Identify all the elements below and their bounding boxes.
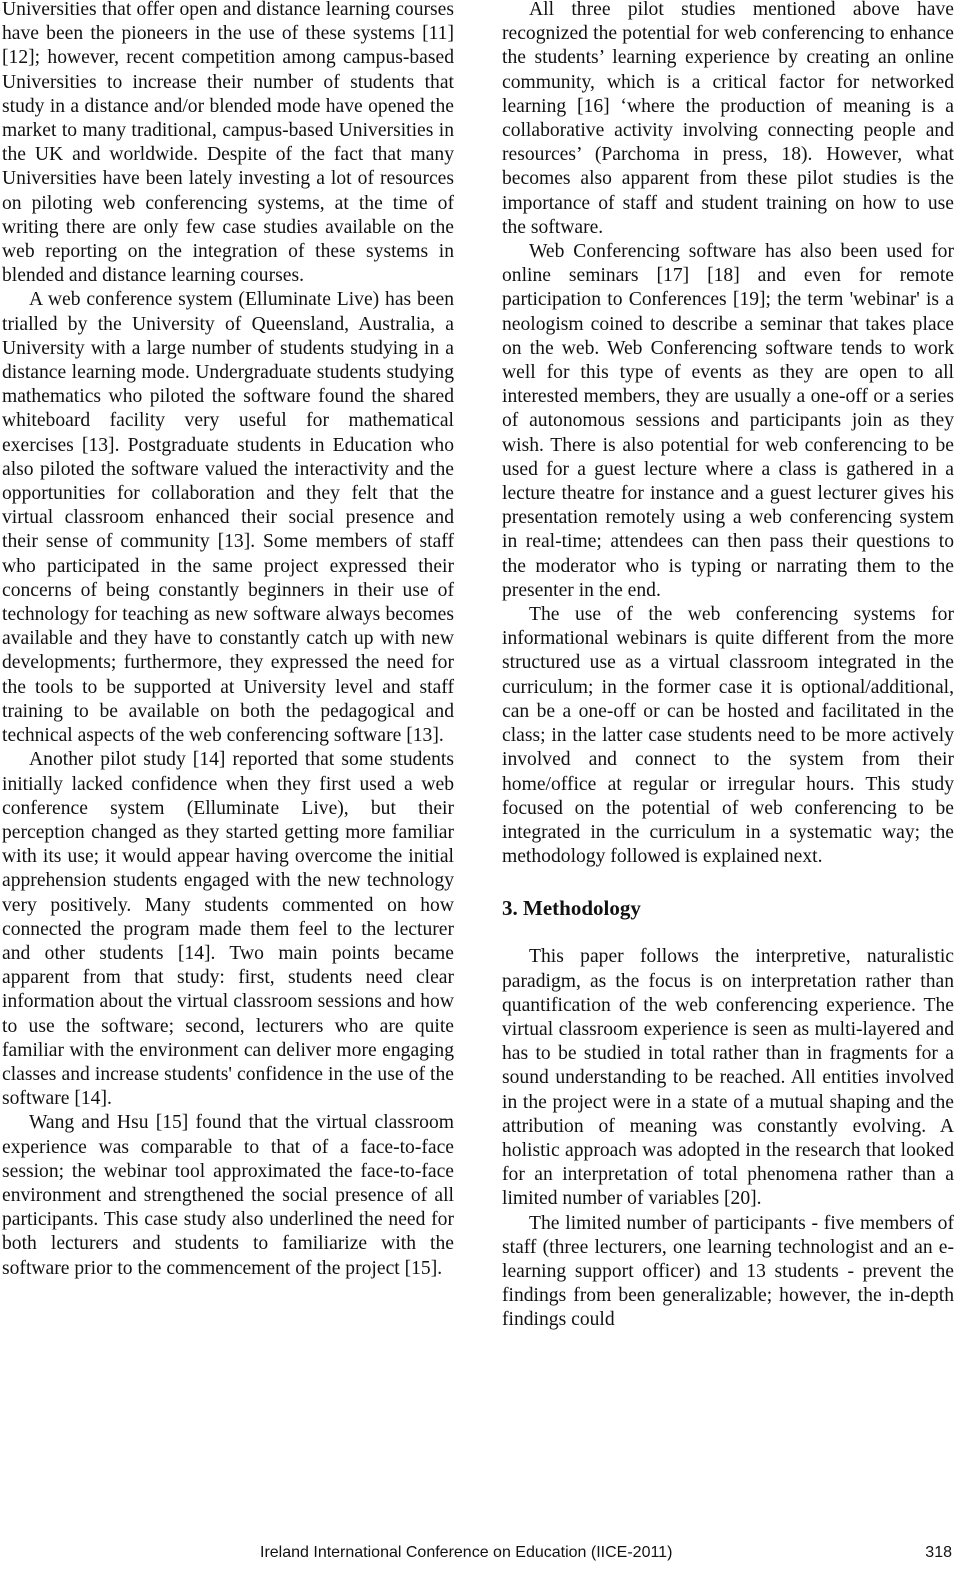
left-paragraph-2: A web conference system (Elluminate Live) has been trialled by the University of Queensland, Australia, a University with a large number of students studying in a distance learning mode. Undergraduate students studying mathematics who piloted the software found the shared whiteboard facility very useful for mathematical exercises [13]. Postgraduate students in Education who also piloted the software valued the interactivity and the opportunities for collaboration and they felt that the virtual classroom enhanced their social presence and their sense of community [13]. Some members of staff who participated in the same project expressed their concerns of being constantly beginners in their use of technology for teaching as new software always becomes available and they have to constantly catch up with new developments; furthermore, they expressed the need for the tools to be supported at University level and staff training to be available on both the pedagogical and technical aspects of the web conferencing software [13]. [2, 289, 454, 747]
left-column [2, 0, 454, 1281]
left-paragraph-4: Wang and Hsu [15] found that the virtual classroom experience was comparable to that of a face-to-face session; the webinar tool approximated the face-to-face environment and strengthened the social presence of all participants. This case study also underlined the need for both lecturers and students to familiarize with the software prior to the commencement of the project [15]. [2, 1112, 454, 1279]
right-column [502, 0, 954, 1333]
right-paragraph-4: This paper follows the interpretive, naturalistic paradigm, as the focus is on interpretation rather than quantification of the web conferencing experience. The virtual classroom experience is seen as multi-layered and has to be studied in total rather than in fragments for a sound understanding to be reached. All entities involved in the project were in a state of a mutual shaping and the attribution of meaning was constantly evolving. A holistic approach was adopted in the research that looked for an interpretation of total phenomena rather than a limited number of variables [20]. [502, 946, 954, 1210]
right-paragraph-5: The limited number of participants - five members of staff (three lecturers, one learning technologist and an e-learning support officer) and 13 students - prevent the findings from been generalizable; however, the in-depth findings could [502, 1212, 954, 1331]
left-paragraph-3: Another pilot study [14] reported that some students initially lacked confidence when they first used a web conference system (Elluminate Live), but their perception changed as they started getting more familiar with its use; it would appear having overcome the initial apprehension students engaged with the new technology very positively. Many students commented on how connected the program made them feel to the lecturer and other students [14]. Two main points became apparent from that study: first, students need clear information about the virtual classroom sessions and how to use the software; second, lecturers who are quite familiar with the environment can deliver more engaging classes and increase students' confidence in the use of the software [14]. [2, 749, 454, 1110]
footer-conference-name: Ireland International Conference on Education (IICE-2011) [260, 1544, 673, 1561]
page-footer [0, 1544, 960, 1568]
section-heading-methodology: 3. Methodology [502, 896, 641, 921]
right-paragraph-1: All three pilot studies mentioned above have recognized the potential for web conferencing to enhance the students’ learning experience by creating an online community, which is a critical factor for networked learning [16] ‘where the production of meaning is a collaborative activity involving connecting people and resources’ (Parchoma in press, 18). However, what becomes also apparent from these pilot studies is the importance of staff and student training on how to use the software. [502, 0, 954, 238]
left-paragraph-1: Universities that offer open and distance learning courses have been the pioneers in the use of these systems [11] [12]; however, recent competition among campus-based Universities to increase their number of students that study in a distance and/or blended mode have opened the market to many traditional, campus-based Universities in the UK and worldwide. Despite of the fact that many Universities have been lately investing a lot of resources on piloting web conferencing systems, at the time of writing there are only few case studies available on the web reporting on the integration of these systems in blended and distance learning courses. [2, 0, 454, 287]
right-paragraph-3: The use of the web conferencing systems for informational webinars is quite different from the more structured use as a virtual classroom integrated in the curriculum; in the former case it is optional/additional, can be a one-off or can be hosted and facilitated in the class; in the latter case students need to be more actively involved and connect to the system from their home/office at regular or irregular hours. This study focused on the potential of web conferencing to be integrated in the curriculum in a systematic way; the methodology followed is explained next. [502, 604, 954, 868]
right-paragraph-2: Web Conferencing software has also been used for online seminars [17] [18] and even for remote participation to Conferences [19]; the term 'webinar' is a neologism coined to describe a seminar that takes place on the web. Web Conferencing software tends to work well for this type of events as they are open to all interested members, they are usually a one-off or a series of autonomous sessions and participants join as they wish. There is also potential for web conferencing to be used for a guest lecture where a class is gathered in a lecture theatre for instance and a guest lecturer gives his presentation remotely using a web conferencing system in real-time; attendees can then pass their questions to the moderator who is typing or narrating them to the presenter in the end. [502, 241, 954, 601]
page-number: 318 [925, 1544, 952, 1561]
